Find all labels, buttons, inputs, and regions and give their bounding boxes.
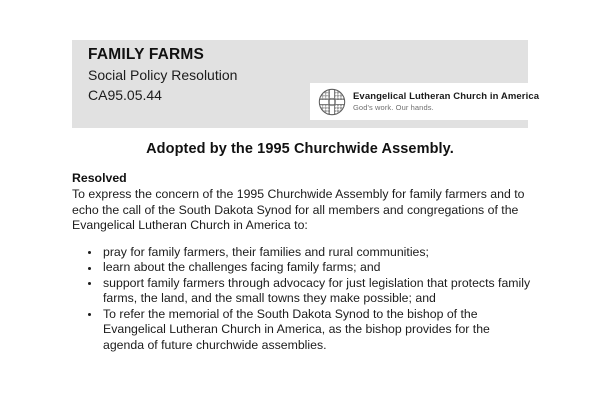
- page-title: FAMILY FARMS: [88, 46, 205, 63]
- resolution-bullet-list: [72, 245, 534, 354]
- document-code: CA95.05.44: [88, 87, 162, 103]
- document-subtitle: Social Policy Resolution: [88, 67, 238, 83]
- list-item: learn about the challenges facing family farms; and: [72, 260, 534, 276]
- list-item: pray for family farmers, their families and rural communities;: [72, 245, 534, 261]
- adopted-heading: Adopted by the 1995 Churchwide Assembly.: [146, 141, 454, 157]
- resolved-paragraph: To express the concern of the 1995 Churchwide Assembly for family farmers and to echo the call of the South Dakota Synod for all members and congregations of the Evangelical Lutheran Church in America to:: [72, 187, 525, 232]
- resolved-label: Resolved: [72, 171, 127, 185]
- list-item: To refer the memorial of the South Dakota Synod to the bishop of the Evangelical Lutheran Church in America, as the bishop provides for the agenda of future churchwide assemblies.: [72, 307, 534, 354]
- elca-logo-lockup: [310, 83, 600, 120]
- resolution-body: [72, 171, 534, 353]
- header-text-block: [88, 45, 318, 105]
- logo-wordmark: [353, 91, 539, 113]
- list-item: support family farmers through advocacy for just legislation that protects family farms, the land, and the small towns they make possible; and: [72, 276, 534, 307]
- organization-tagline: God's work. Our hands.: [353, 102, 434, 112]
- elca-celtic-cross-icon: [318, 88, 346, 116]
- organization-name: Evangelical Lutheran Church in America: [353, 90, 540, 102]
